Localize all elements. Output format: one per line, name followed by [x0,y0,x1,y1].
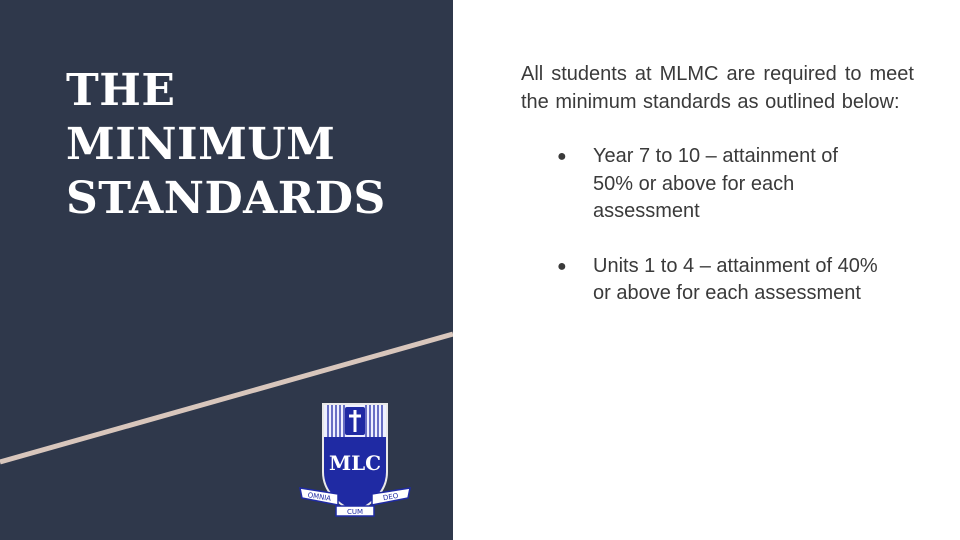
bullet-icon: ● [557,148,567,165]
list-item-text: Units 1 to 4 – attainment of 40% or above for each assessment [593,254,878,304]
school-crest-logo [298,402,412,518]
crest-motto-right: DEO [382,491,399,503]
list-item [521,253,883,308]
crest-monogram: MLC [328,451,382,475]
list-item-text: Year 7 to 10 – attainment of 50% or above for each assessment [593,145,838,222]
body-text-region [521,61,914,335]
title-line-1: THE [66,65,176,116]
crest-motto-center: CUM [346,508,364,516]
list-item [521,143,883,226]
bullet-icon: ● [557,257,567,275]
standards-list [521,143,914,308]
title-line-3: STANDARDS [66,173,386,224]
title-line-2: MINIMUM [66,119,336,170]
intro-paragraph: All students at MLMC are required to meet the minimum standards as outlined below: [521,63,914,113]
left-title-panel [0,0,453,540]
crest-motto-left: OMNIA [307,491,332,503]
